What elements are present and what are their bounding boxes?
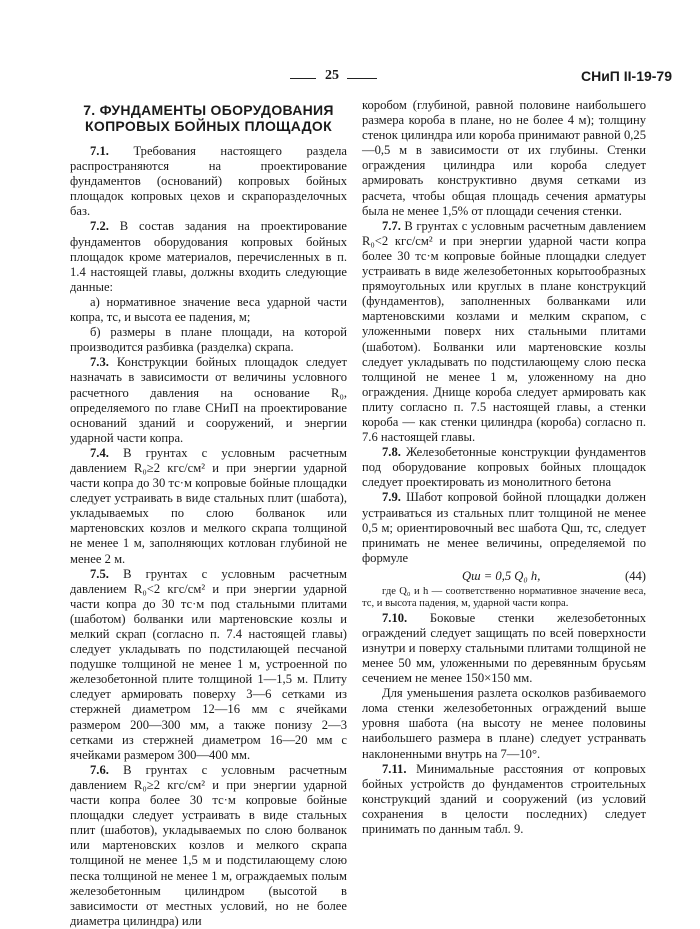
clause-number: 7.11.	[382, 761, 407, 776]
clause-text: Шабот копровой бойной площадки должен устраиваться из стальных плит толщиной не менее 0,5 м; ориентировочный вес шабота Qш, тс, следует принимать не менее величины, определяемой по формуле	[362, 490, 646, 565]
clause-number: 7.10.	[382, 610, 408, 625]
list-item-b: б) размеры в плане площади, на которой производится разбивка (разделка) скрапа.	[70, 325, 347, 355]
left-column	[70, 102, 347, 929]
clause-text: Минимальные расстояния от копровых бойных устройств до фундаментов строительных конструкций зданий и сооружений (из условий сохранения в целости последних) следует принимать по данным табл. 9.	[362, 761, 646, 837]
document-code: СНиП II-19-79	[580, 68, 672, 84]
clause-number: 7.4.	[90, 445, 109, 460]
clause-text: Требования настоящего раздела распространяются на проектирование фундаментов (оснований) копровых бойных площадок копровых цехов и скрапоразделочных баз.	[70, 144, 347, 219]
paragraph-7-7	[362, 219, 646, 445]
section-title: 7. ФУНДАМЕНТЫ ОБОРУДОВАНИЯ КОПРОВЫХ БОЙНЫХ ПЛОЩАДОК	[83, 102, 334, 134]
paragraph-7-4	[70, 446, 347, 567]
clause-text: Железобетонные конструкции фундаментов под оборудование копровых бойных площадок следует проектировать из монолитного бетона	[362, 445, 646, 490]
paragraph-7-2	[70, 219, 347, 294]
clause-text: Конструкции бойных площадок следует назначать в зависимости от величины условного расчетного давления на основание R₀, определяемого по главе СНиП на проектирование оснований зданий и сооружений, и энергии ударной части копра.	[70, 355, 347, 445]
clause-text: В грунтах с условным расчетным давлением R₀<2 кгс/см² и при энергии ударной части копра более 30 тс·м копровые бойные площадки следует устраивать в виде железобетонных корытообразных прямоугольных или круглых в плане конструкций (фундаментов), заполненных болванками или мартеновскими козлами и мелким скрапом, с уложенными поверх них стальными плитами (шаботом). Болванки или мартеновские козлы следует укладывать по подстилающему слою песка толщиной не менее 1 м, уложенному на дно ограждения. Днище короба следует армировать как плиту согласно п. 7.5 настоящей главы, а стенки короба — как стенки цилиндра (короба) согласно п. 7.6 настоящей главы.	[362, 218, 646, 445]
header-rule-right	[347, 78, 377, 79]
paragraph-7-8	[362, 445, 646, 490]
clause-text: В грунтах с условным расчетным давлением R₀<2 кгс/см² и при энергии ударной части копра до 30 тс·м под стальными плитами (шаботом) болванки или мартеновские козлы и мелкий скрап (согласно п. 7.4 настоящей главы) следует укладывать по подстилающей песчаной подушке толщиной не менее 1 м, устроенной по железобетонной плите толщиной 1—1,5 м. Плиту следует армировать поверху 3—6 сетками из стержней диаметром 12—16 мм с ячейками размером 200—300 мм, а также понизу 2—3 сетками из стержней диаметром 16—20 мм с ячейками размером 300—400 мм.	[70, 566, 347, 762]
formula-44	[362, 569, 646, 585]
clause-number: 7.6.	[90, 762, 109, 777]
clause-text: В грунтах с условным расчетным давлением R₀≥2 кгс/см² и при энергии ударной части копра более 30 тс·м копровые бойные площадки следует устраивать в виде стальных плит (шаботов), укладываемых по слою болванок или мартеновских козлов и мелкого скрапа толщиной не менее 1,5 м и подстилающему слою песка толщиной не менее 1 м, ограждаемых полым железобетонным цилиндром (высотой в зависимости от местных условий, но не более диаметра цилиндра) или	[70, 762, 347, 928]
clause-number: 7.8.	[382, 445, 401, 460]
clause-number: 7.2.	[90, 219, 109, 234]
formula-footnote: где Q₀ и h — соответственно нормативное значение веса, тс, и высота падения, м, ударной части копра.	[362, 585, 646, 610]
paragraph-7-6-continued: коробом (глубиной, равной половине наибольшего размера короба в плане, но не более 4 м); толщину стенок цилиндра или короба принимают равной 0,25—0,5 м в зависимости от их глубины. Стенки ограждения цилиндра или короба следует армировать конструктивно двумя сетками из расчета, чтобы общая площадь сечения арматуры была не менее 1,5% от площади сечения стенки.	[362, 98, 646, 218]
clause-number: 7.5.	[90, 566, 109, 581]
formula-expression: Qш = 0,5 Q₀ h,	[462, 568, 541, 583]
paragraph-7-6	[70, 763, 347, 929]
header-rule-left	[290, 78, 316, 79]
clause-text: В грунтах с условным расчетным давлением R₀≥2 кгс/см² и при энергии ударной части копра до 30 тс·м копровые бойные площадки следует устраивать в виде стальных плит (шабота), укладываемых по слою болванок или мартеновских козлов и мелкого скрапа толщиной не менее 1 м, заполняющих котлован глубиной не менее 2 м.	[70, 445, 347, 566]
page-number: 25	[325, 68, 339, 83]
clause-number: 7.1.	[90, 144, 109, 158]
paragraph-7-9	[362, 490, 646, 565]
page-header	[0, 66, 700, 90]
clause-number: 7.7.	[382, 218, 401, 233]
clause-text: Боковые стенки железобетонных ограждений следует защищать по всей поверхности изнутри и поверху стальными плитами толщиной не менее 50 мм, уложенными по деревянным брусьям сечением не менее 150×150 мм.	[362, 610, 647, 686]
paragraph-7-11	[362, 762, 646, 837]
paragraph-7-10	[362, 611, 646, 686]
formula-number: (44)	[625, 568, 646, 583]
paragraph-7-5	[70, 567, 347, 763]
paragraph-7-3	[70, 355, 347, 446]
clause-text: В состав задания на проектирование фундаментов оборудования копровых бойных площадок кроме материалов, перечисленных в п. 1.4 настоящей главы, должны входить следующие данные:	[70, 219, 347, 294]
paragraph-7-1	[70, 144, 347, 219]
clause-number: 7.3.	[90, 355, 109, 370]
list-item-a: а) нормативное значение веса ударной части копра, тс, и высота ее падения, м;	[70, 294, 347, 325]
paragraph-7-10-b: Для уменьшения разлета осколков разбиваемого лома стенки железобетонных ограждений выше уровня шабота (на высоту не менее половины наибольшего размера в плане) следует устранвать наклоненными внутрь на 7—10°.	[362, 686, 646, 761]
clause-number: 7.9.	[382, 490, 401, 505]
right-column	[362, 98, 646, 837]
